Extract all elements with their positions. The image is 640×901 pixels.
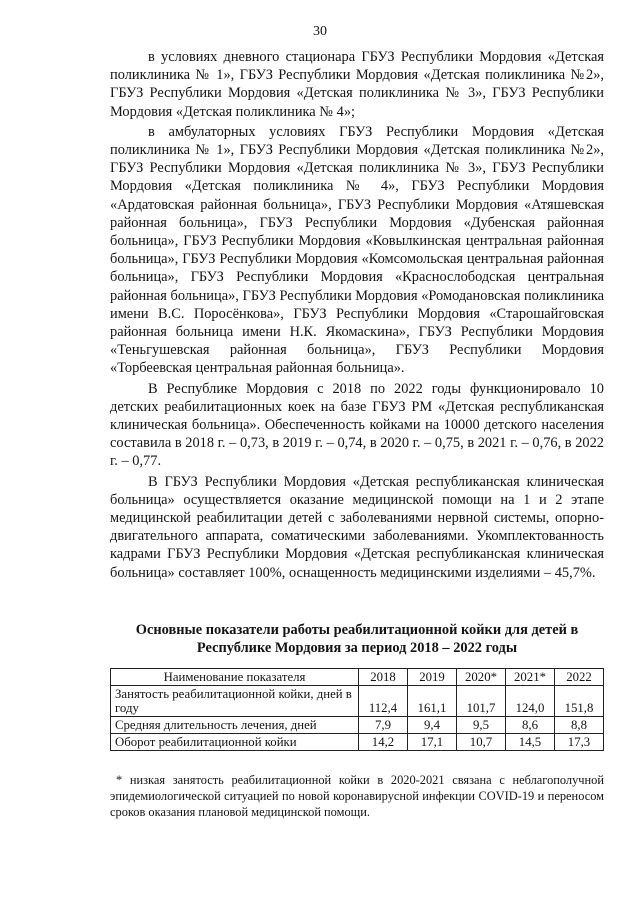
header-year: 2022 bbox=[555, 669, 604, 686]
table-cell: 8,6 bbox=[506, 717, 555, 734]
table-cell: 10,7 bbox=[457, 734, 506, 751]
row-label: Оборот реабилитационной койки bbox=[111, 734, 359, 751]
table-header-row bbox=[111, 669, 604, 686]
header-year: 2021* bbox=[506, 669, 555, 686]
indicators-table bbox=[110, 668, 604, 751]
table-cell: 17,1 bbox=[408, 734, 457, 751]
body-text bbox=[110, 48, 604, 584]
paragraph-rehab-beds: В Республике Мордовия с 2018 по 2022 годы функционировало 10 детских реабилитационных коек на базе ГБУЗ РМ «Детская республиканская клиническая больница». Обеспеченность койками на 10000 детского населения составила в 2018 г. – 0,73, в 2019 г. – 0,74, в 2020 г. – 0,75, в 2021 г. – 0,76, в 2022 г. – 0,77. bbox=[110, 380, 604, 470]
table-cell: 112,4 bbox=[359, 686, 408, 717]
table-cell: 151,8 bbox=[555, 686, 604, 717]
header-year: 2018 bbox=[359, 669, 408, 686]
table-title: Основные показатели работы реабилитационной койки для детей в Республике Мордовия за период 2018 – 2022 годы bbox=[135, 622, 579, 656]
table-cell: 7,9 bbox=[359, 717, 408, 734]
row-label: Средняя длительность лечения, дней bbox=[111, 717, 359, 734]
table-cell: 124,0 bbox=[506, 686, 555, 717]
table-cell: 9,4 bbox=[408, 717, 457, 734]
table-row bbox=[111, 734, 604, 751]
header-year: 2019 bbox=[408, 669, 457, 686]
header-year: 2020* bbox=[457, 669, 506, 686]
table-cell: 8,8 bbox=[555, 717, 604, 734]
table-cell: 101,7 bbox=[457, 686, 506, 717]
page-number: 30 bbox=[313, 24, 327, 39]
footnote: * низкая занятость реабилитационной койки в 2020-2021 связана с неблагополучной эпидемиологической ситуацией по новой коронавирусной инфекции COVID-19 и переносом сроков оказания плановой медицинской помощи. bbox=[110, 773, 604, 819]
paragraph-outpatient: в амбулаторных условиях ГБУЗ Республики Мордовия «Детская поликлиника № 1», ГБУЗ Республики Мордовия «Детская поликлиника №2», ГБУЗ Республики Мордовия «Детская поликлиника № 3», ГБУЗ Республики Мордовия «Детская поликлиника № 4», ГБУЗ Республики Мордовия «Ардатовская районная больница», ГБУЗ Республики Мордовия «Атяшевская районная больница», ГБУЗ Республики Мордовия «Дубенская районная больница», ГБУЗ Республики Мордовия «Ковылкинская центральная районная больница», ГБУЗ Республики Мордовия «Комсомольская центральная районная больница», ГБУЗ Республики Мордовия «Краснослободская центральная районная больница», ГБУЗ Республики Мордовия «Ромодановская поликлиника имени В.С. Поросёнкова», ГБУЗ Республики Мордовия «Старошайговская районная больница имени Н.К. Якомаскина», ГБУЗ Республики Мордовия «Теньгушевская районная больница», ГБУЗ Республики Мордовия «Торбеевская центральная районная больница». bbox=[110, 123, 604, 377]
table-cell: 17,3 bbox=[555, 734, 604, 751]
header-indicator-name: Наименование показателя bbox=[111, 669, 359, 686]
table-cell: 14,2 bbox=[359, 734, 408, 751]
table-row bbox=[111, 686, 604, 717]
row-label: Занятость реабилитационной койки, дней в году bbox=[111, 686, 359, 717]
table-cell: 14,5 bbox=[506, 734, 555, 751]
paragraph-childrens-hospital: В ГБУЗ Республики Мордовия «Детская республиканская клиническая больница» осуществляется оказание медицинской помощи на 1 и 2 этапе медицинской реабилитации детей с заболеваниями нервной системы, опорно-двигательного аппарата, соматическими заболеваниями. Укомплектованность кадрами ГБУЗ Республики Мордовия «Детская республиканская клиническая больница» составляет 100%, оснащенность медицинскими изделиями – 45,7%. bbox=[110, 473, 604, 581]
table-cell: 161,1 bbox=[408, 686, 457, 717]
table-cell: 9,5 bbox=[457, 717, 506, 734]
table-row bbox=[111, 717, 604, 734]
paragraph-day-hospital: в условиях дневного стационара ГБУЗ Республики Мордовия «Детская поликлиника № 1», ГБУЗ Республики Мордовия «Детская поликлиника №2», ГБУЗ Республики Мордовия «Детская поликлиника № 3», ГБУЗ Республики Мордовия «Детская поликлиника № 4»; bbox=[110, 49, 604, 120]
